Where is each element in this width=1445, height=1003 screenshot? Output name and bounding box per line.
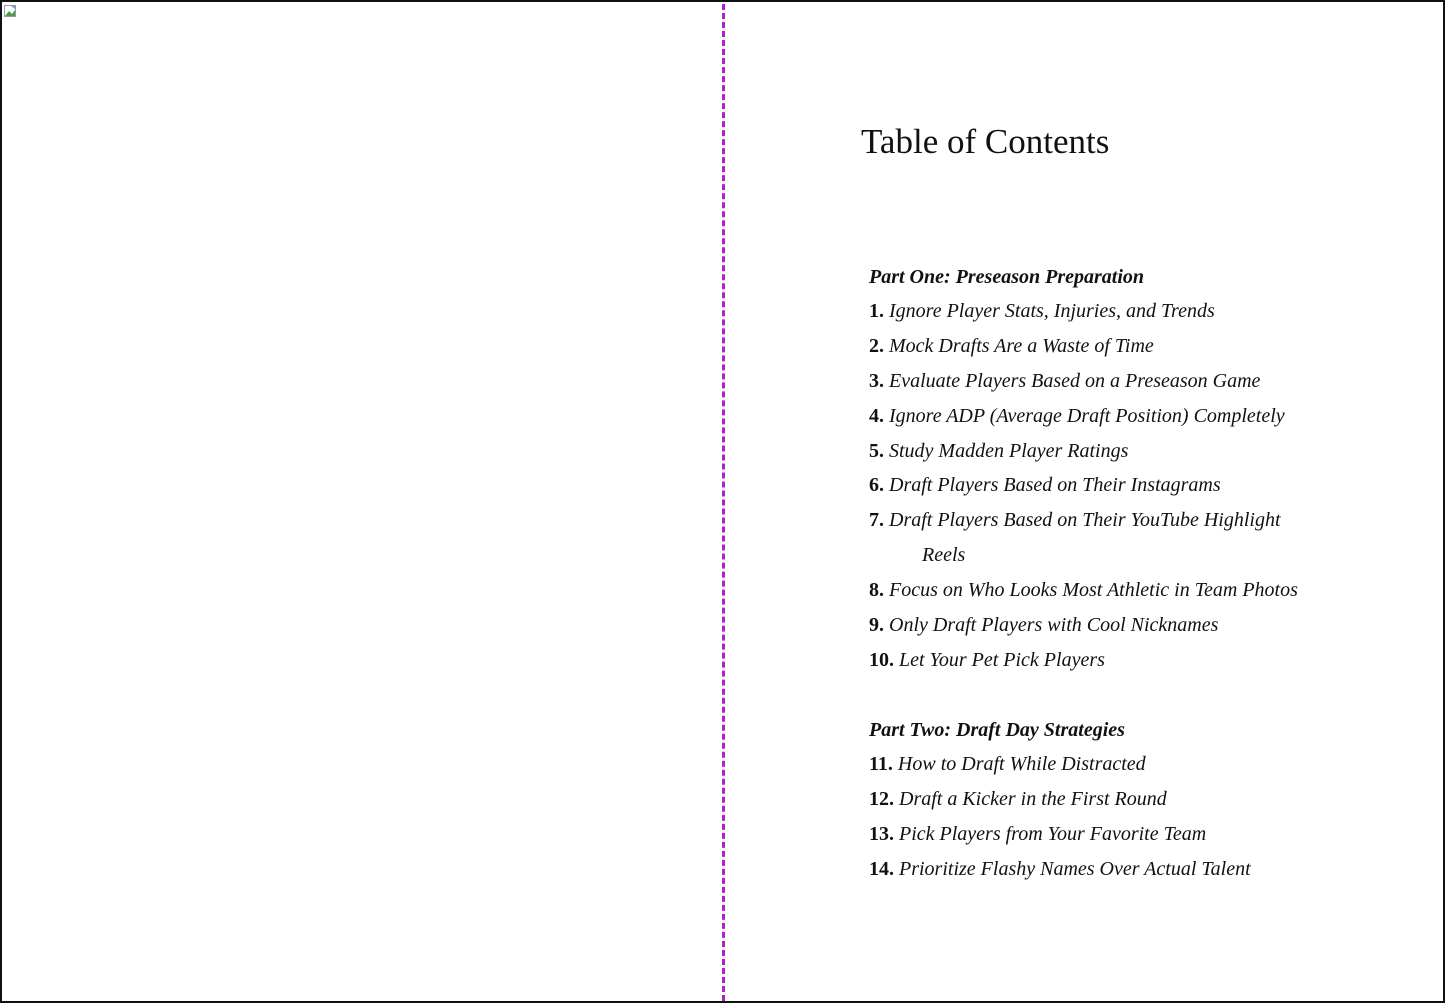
toc-entry: [869, 507, 1281, 533]
toc-entry: [869, 821, 1206, 847]
toc-title: Table of Contents: [861, 122, 1110, 161]
toc-entry-number: 11.: [869, 753, 893, 775]
toc-entry-title: Draft a Kicker in the First Round: [899, 788, 1167, 810]
toc-entry-title: Mock Drafts Are a Waste of Time: [889, 335, 1154, 357]
toc-entry: [869, 403, 1285, 429]
toc-entry-number: 8.: [869, 579, 884, 601]
toc-entry-number: 12.: [869, 788, 894, 810]
toc-entry-number: 4.: [869, 405, 884, 427]
toc-entry-continuation: [922, 542, 965, 568]
broken-image-icon: [4, 4, 16, 16]
toc-entry-number: 2.: [869, 335, 884, 357]
toc-entry-title: Study Madden Player Ratings: [889, 440, 1129, 462]
toc-entry: [869, 786, 1167, 812]
toc-entry: [869, 472, 1221, 498]
toc-entry-title-continuation: Reels: [922, 544, 966, 566]
toc-entry-number: 9.: [869, 614, 884, 636]
toc-entry-title: Evaluate Players Based on a Preseason Game: [889, 370, 1261, 392]
toc-entry: [869, 298, 1215, 324]
toc-entry-title: Focus on Who Looks Most Athletic in Team Photos: [889, 579, 1298, 601]
toc-entry: [869, 438, 1128, 464]
toc-entry-number: 14.: [869, 858, 894, 880]
toc-entry-number: 7.: [869, 509, 884, 531]
toc-entry-title: Draft Players Based on Their YouTube Highlight: [889, 509, 1281, 531]
toc-entry-title: Ignore Player Stats, Injuries, and Trends: [889, 300, 1215, 322]
toc-entry: [869, 368, 1260, 394]
toc-entry: [869, 333, 1154, 359]
part-one-heading: Part One: Preseason Preparation: [869, 266, 1144, 288]
toc-entry-title: Prioritize Flashy Names Over Actual Talent: [899, 858, 1251, 880]
toc-entry: [869, 856, 1251, 882]
toc-entry-title: Ignore ADP (Average Draft Position) Completely: [889, 405, 1285, 427]
toc-entry-title: Pick Players from Your Favorite Team: [899, 823, 1207, 845]
toc-entry-title: Only Draft Players with Cool Nicknames: [889, 614, 1219, 636]
toc-entry-number: 1.: [869, 300, 884, 322]
toc-entry: [869, 612, 1218, 638]
left-page: [2, 2, 722, 1001]
toc-entry: [869, 647, 1105, 673]
toc-entry-title: How to Draft While Distracted: [897, 753, 1146, 775]
toc-entry-number: 3.: [869, 370, 884, 392]
toc-entry-title: Draft Players Based on Their Instagrams: [889, 474, 1221, 496]
toc-entry-number: 10.: [869, 649, 894, 671]
toc-entry: [869, 751, 1146, 777]
toc-entry: [869, 577, 1298, 603]
toc-entry-number: 6.: [869, 474, 884, 496]
part-two-heading: Part Two: Draft Day Strategies: [869, 719, 1125, 741]
toc-entry-number: 5.: [869, 440, 884, 462]
right-page: [725, 2, 1443, 1001]
toc-entry-number: 13.: [869, 823, 894, 845]
toc-entry-title: Let Your Pet Pick Players: [899, 649, 1105, 671]
